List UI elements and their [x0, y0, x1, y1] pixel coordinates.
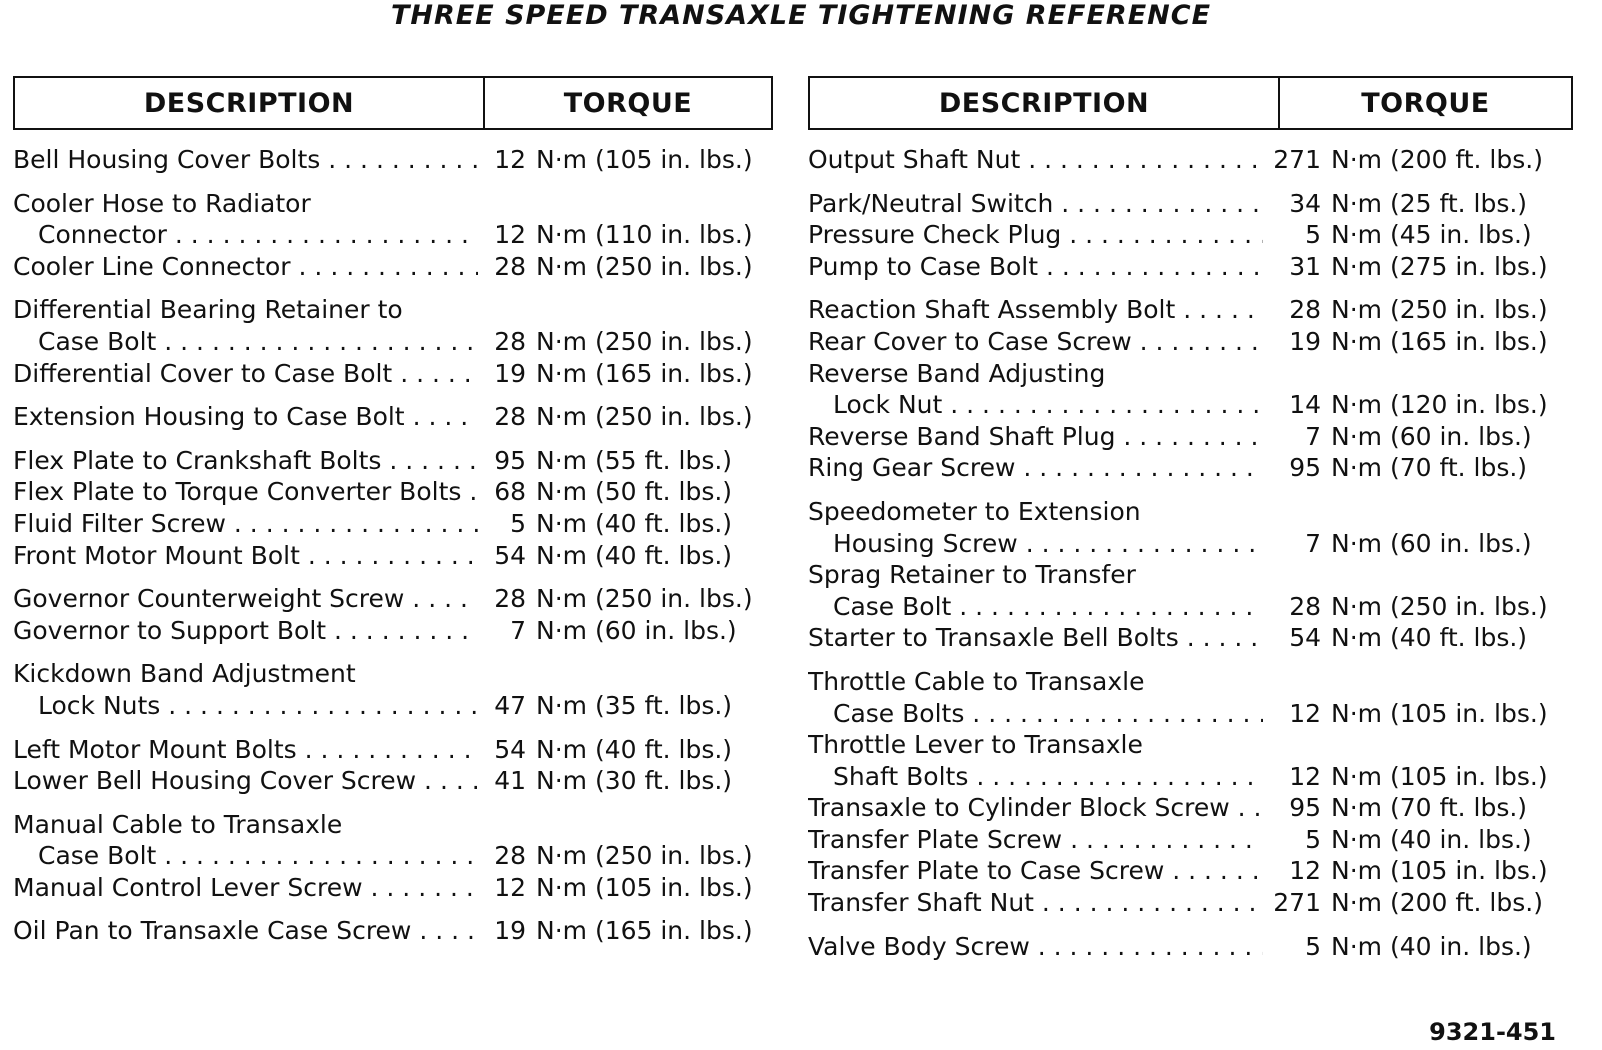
row-description: Housing Screw . . .: [808, 528, 1263, 560]
row-torque: [1263, 761, 1548, 793]
page-title: THREE SPEED TRANSAXLE TIGHTENING REFERENCE: [390, 0, 1212, 31]
left-table-body: [13, 144, 773, 947]
row-group: [13, 144, 773, 176]
row-torque: [478, 508, 732, 540]
table-row: [13, 915, 773, 947]
table-header: [808, 76, 1573, 130]
torque-value: 14: [1289, 390, 1321, 420]
torque-unit: N·m (275 in. lbs.): [1331, 251, 1548, 281]
torque-value: 19: [494, 916, 526, 946]
row-description: Bell Housing Cover Bolts . . .: [13, 144, 478, 176]
torque-value: 28: [494, 251, 526, 281]
table-row: [808, 452, 1573, 484]
table-row: [808, 528, 1573, 560]
row-group: [13, 445, 773, 571]
row-torque: [1263, 452, 1527, 484]
torque-value: [478, 188, 536, 220]
table-header: [13, 76, 773, 130]
row-torque: [478, 840, 753, 872]
torque-unit: N·m (70 ft. lbs.): [1331, 793, 1528, 823]
torque-unit: N·m (250 in. lbs.): [1331, 295, 1548, 325]
row-group: [13, 809, 773, 904]
torque-unit: N·m (60 in. lbs.): [536, 615, 737, 645]
row-description: Extension Housing to Case Bolt . . .: [13, 401, 478, 433]
torque-value: 19: [1289, 326, 1321, 356]
table-row: [13, 840, 773, 872]
torque-unit: N·m (70 ft. lbs.): [1331, 453, 1528, 483]
row-group: [13, 401, 773, 433]
row-torque: [478, 583, 753, 615]
torque-value: 31: [1289, 251, 1321, 281]
table-row: [13, 251, 773, 283]
row-torque: [1263, 559, 1331, 591]
row-description: Pump to Case Bolt . . .: [808, 251, 1263, 283]
torque-unit: N·m (250 in. lbs.): [536, 402, 753, 432]
row-description: Reverse Band Adjusting: [808, 358, 1106, 388]
torque-value: 12: [494, 872, 526, 902]
torque-value: 47: [494, 690, 526, 720]
table-row: [808, 792, 1573, 824]
torque-unit: N·m (40 in. lbs.): [1331, 824, 1532, 854]
row-description: Starter to Transaxle Bell Bolts . . .: [808, 622, 1263, 654]
row-description: Output Shaft Nut . . .: [808, 144, 1263, 176]
torque-value: 5: [1305, 931, 1321, 961]
row-group: [13, 188, 773, 283]
row-group: [808, 666, 1573, 919]
row-description: Case Bolt . . .: [808, 591, 1263, 623]
table-row: [808, 144, 1573, 176]
row-description: Throttle Lever to Transaxle: [808, 730, 1143, 760]
torque-value: 19: [494, 358, 526, 388]
description-header: DESCRIPTION: [810, 78, 1280, 128]
row-torque: [1263, 698, 1548, 730]
table-row: [808, 622, 1573, 654]
row-description: Manual Cable to Transaxle: [13, 809, 343, 839]
table-row: [808, 188, 1573, 220]
table-row: [808, 421, 1573, 453]
torque-value: [478, 658, 536, 690]
row-torque: [478, 690, 732, 722]
row-description: Case Bolt . . .: [13, 326, 478, 358]
table-row: [13, 144, 773, 176]
row-description: Governor to Support Bolt . . .: [13, 615, 478, 647]
torque-value: 5: [1305, 824, 1321, 854]
row-group: [808, 144, 1573, 176]
table-row: [808, 761, 1573, 793]
row-description: Shaft Bolts . . .: [808, 761, 1263, 793]
torque-value: [1263, 666, 1331, 698]
left-torque-table: [13, 76, 773, 947]
table-row: [13, 765, 773, 797]
torque-unit: N·m (40 ft. lbs.): [536, 508, 733, 538]
torque-unit: N·m (165 in. lbs.): [536, 916, 753, 946]
table-row: [13, 508, 773, 540]
row-description: Reaction Shaft Assembly Bolt . . .: [808, 294, 1263, 326]
torque-unit: N·m (105 in. lbs.): [1331, 698, 1548, 728]
table-row: [13, 294, 773, 326]
torque-value: 12: [1289, 856, 1321, 886]
right-torque-table: [808, 76, 1573, 962]
torque-unit: N·m (55 ft. lbs.): [536, 445, 733, 475]
row-torque: [478, 872, 753, 904]
torque-unit: N·m (40 ft. lbs.): [536, 734, 733, 764]
row-torque: [478, 219, 753, 251]
row-torque: [1263, 144, 1543, 176]
table-row: [13, 658, 773, 690]
torque-header: TORQUE: [563, 87, 693, 119]
table-row: [808, 855, 1573, 887]
row-torque: [1263, 219, 1532, 251]
table-row: [808, 666, 1573, 698]
torque-value: 68: [494, 477, 526, 507]
torque-value: 41: [494, 766, 526, 796]
table-row: [13, 583, 773, 615]
table-row: [13, 872, 773, 904]
row-torque: [478, 734, 732, 766]
table-row: [13, 615, 773, 647]
torque-value: [478, 294, 536, 326]
torque-unit: N·m (30 ft. lbs.): [536, 766, 733, 796]
table-row: [808, 698, 1573, 730]
row-description: Fluid Filter Screw . . .: [13, 508, 478, 540]
torque-unit: N·m (250 in. lbs.): [536, 251, 753, 281]
torque-unit: N·m (105 in. lbs.): [1331, 761, 1548, 791]
torque-unit: N·m (105 in. lbs.): [1331, 856, 1548, 886]
row-description: Cooler Hose to Radiator: [13, 188, 311, 218]
table-row: [13, 358, 773, 390]
row-torque: [478, 358, 753, 390]
row-description: Throttle Cable to Transaxle: [808, 666, 1145, 696]
row-description: Transfer Shaft Nut . . .: [808, 887, 1263, 919]
row-torque: [1263, 358, 1331, 390]
row-description: Transfer Plate to Case Screw . . .: [808, 855, 1263, 887]
row-group: [13, 658, 773, 721]
torque-value: 54: [494, 540, 526, 570]
row-torque: [478, 326, 753, 358]
row-description: Flex Plate to Crankshaft Bolts . . .: [13, 445, 478, 477]
row-description: Left Motor Mount Bolts . . .: [13, 734, 478, 766]
table-row: [808, 326, 1573, 358]
torque-value: 12: [1289, 761, 1321, 791]
torque-value: [1263, 496, 1331, 528]
row-torque: [478, 809, 536, 841]
torque-unit: N·m (120 in. lbs.): [1331, 390, 1548, 420]
row-torque: [1263, 855, 1548, 887]
row-torque: [1263, 666, 1331, 698]
table-row: [808, 358, 1573, 390]
torque-unit: N·m (250 in. lbs.): [1331, 591, 1548, 621]
row-description: Lock Nut . . .: [808, 389, 1263, 421]
figure-code: 9321-451: [1429, 1018, 1556, 1046]
right-table-body: [808, 144, 1573, 962]
table-row: [13, 188, 773, 220]
torque-value: 28: [494, 584, 526, 614]
row-group: [808, 294, 1573, 484]
row-description: Pressure Check Plug . . .: [808, 219, 1263, 251]
torque-value: 7: [1305, 421, 1321, 451]
row-description: Front Motor Mount Bolt . . .: [13, 540, 478, 572]
row-torque: [478, 476, 732, 508]
torque-unit: N·m (250 in. lbs.): [536, 326, 753, 356]
row-group: [808, 496, 1573, 654]
torque-value: 28: [494, 841, 526, 871]
torque-value: [478, 809, 536, 841]
torque-unit: N·m (60 in. lbs.): [1331, 528, 1532, 558]
row-description: Case Bolts . . .: [808, 698, 1263, 730]
torque-value: 34: [1289, 188, 1321, 218]
torque-unit: N·m (250 in. lbs.): [536, 584, 753, 614]
torque-value: 12: [494, 145, 526, 174]
row-group: [13, 734, 773, 797]
row-group: [13, 294, 773, 389]
torque-unit: N·m (35 ft. lbs.): [536, 690, 733, 720]
table-row: [13, 219, 773, 251]
row-torque: [1263, 528, 1532, 560]
row-description: Rear Cover to Case Screw . . .: [808, 326, 1263, 358]
torque-value: 54: [1289, 623, 1321, 653]
table-row: [13, 445, 773, 477]
table-row: [808, 591, 1573, 623]
table-row: [13, 401, 773, 433]
row-description: Transaxle to Cylinder Block Screw . . .: [808, 792, 1263, 824]
row-torque: [478, 401, 753, 433]
torque-unit: N·m (165 in. lbs.): [1331, 326, 1548, 356]
torque-value: 5: [510, 508, 526, 538]
row-group: [13, 915, 773, 947]
row-torque: [1263, 421, 1532, 453]
row-torque: [478, 294, 536, 326]
row-group: [13, 583, 773, 646]
table-row: [808, 389, 1573, 421]
table-row: [13, 809, 773, 841]
row-torque: [1263, 729, 1331, 761]
table-row: [808, 559, 1573, 591]
torque-unit: N·m (165 in. lbs.): [536, 358, 753, 388]
description-header: DESCRIPTION: [15, 78, 485, 128]
row-torque: [478, 445, 732, 477]
row-description: Valve Body Screw . . .: [808, 931, 1263, 963]
table-row: [13, 540, 773, 572]
row-group: [808, 188, 1573, 283]
table-row: [808, 251, 1573, 283]
torque-value: 28: [494, 326, 526, 356]
torque-value: 7: [1305, 528, 1321, 558]
torque-unit: N·m (105 in. lbs.): [536, 145, 753, 174]
torque-header: TORQUE: [1361, 87, 1490, 119]
torque-unit: N·m (250 in. lbs.): [536, 841, 753, 871]
row-description: Lock Nuts . . .: [13, 690, 478, 722]
torque-unit: N·m (40 ft. lbs.): [1331, 623, 1528, 653]
torque-unit: N·m (110 in. lbs.): [536, 220, 753, 250]
torque-value: 12: [494, 220, 526, 250]
row-description: Kickdown Band Adjustment: [13, 659, 356, 689]
torque-value: 5: [1305, 220, 1321, 250]
table-row: [13, 326, 773, 358]
torque-value: 7: [510, 615, 526, 645]
row-description: Differential Bearing Retainer to: [13, 295, 403, 325]
table-row: [808, 931, 1573, 963]
torque-value: [1263, 559, 1331, 591]
row-torque: [478, 188, 536, 220]
table-row: [13, 734, 773, 766]
table-row: [13, 690, 773, 722]
torque-value: 271: [1273, 145, 1321, 174]
row-torque: [1263, 931, 1532, 963]
row-description: Case Bolt . . .: [13, 840, 478, 872]
row-torque: [1263, 389, 1548, 421]
row-torque: [1263, 251, 1548, 283]
torque-value: 28: [494, 402, 526, 432]
row-torque: [1263, 591, 1548, 623]
torque-value: 95: [494, 445, 526, 475]
row-torque: [478, 658, 536, 690]
torque-value: 95: [1289, 793, 1321, 823]
row-description: Oil Pan to Transaxle Case Screw . . .: [13, 915, 478, 947]
table-row: [808, 824, 1573, 856]
torque-value: 12: [1289, 698, 1321, 728]
row-torque: [1263, 294, 1548, 326]
row-description: Transfer Plate Screw . . .: [808, 824, 1263, 856]
torque-value: [1263, 358, 1331, 390]
row-torque: [478, 540, 732, 572]
row-description: Lower Bell Housing Cover Screw . . .: [13, 765, 478, 797]
row-description: Flex Plate to Torque Converter Bolts . . .: [13, 476, 478, 508]
torque-unit: N·m (40 ft. lbs.): [536, 540, 733, 570]
row-torque: [478, 251, 753, 283]
torque-value: 28: [1289, 591, 1321, 621]
row-description: Cooler Line Connector . . .: [13, 251, 478, 283]
row-torque: [478, 765, 732, 797]
row-description: Park/Neutral Switch . . .: [808, 188, 1263, 220]
torque-unit: N·m (105 in. lbs.): [536, 872, 753, 902]
table-row: [808, 219, 1573, 251]
torque-value: [1263, 729, 1331, 761]
torque-unit: N·m (25 ft. lbs.): [1331, 188, 1528, 218]
row-description: Connector . . .: [13, 219, 478, 251]
table-row: [808, 887, 1573, 919]
row-torque: [1263, 326, 1548, 358]
torque-unit: N·m (200 ft. lbs.): [1331, 888, 1543, 918]
row-torque: [478, 144, 753, 176]
row-torque: [1263, 792, 1527, 824]
row-description: Differential Cover to Case Bolt . . .: [13, 358, 478, 390]
row-description: Ring Gear Screw . . .: [808, 452, 1263, 484]
torque-unit: N·m (40 in. lbs.): [1331, 931, 1532, 961]
row-description: Speedometer to Extension: [808, 496, 1141, 526]
row-torque: [1263, 824, 1532, 856]
table-row: [13, 476, 773, 508]
row-group: [808, 931, 1573, 963]
row-torque: [1263, 887, 1543, 919]
row-description: Reverse Band Shaft Plug . . .: [808, 421, 1263, 453]
table-row: [808, 294, 1573, 326]
torque-value: 271: [1273, 888, 1321, 918]
row-torque: [1263, 622, 1527, 654]
row-description: Manual Control Lever Screw . . .: [13, 872, 478, 904]
torque-unit: N·m (60 in. lbs.): [1331, 421, 1532, 451]
table-row: [808, 729, 1573, 761]
row-torque: [478, 615, 737, 647]
row-description: Sprag Retainer to Transfer: [808, 560, 1136, 590]
row-torque: [478, 915, 753, 947]
torque-unit: N·m (45 in. lbs.): [1331, 220, 1532, 250]
torque-value: 54: [494, 734, 526, 764]
row-description: Governor Counterweight Screw . . .: [13, 583, 478, 615]
row-torque: [1263, 496, 1331, 528]
torque-unit: N·m (50 ft. lbs.): [536, 477, 733, 507]
table-row: [808, 496, 1573, 528]
row-torque: [1263, 188, 1527, 220]
torque-value: 95: [1289, 453, 1321, 483]
torque-unit: N·m (200 ft. lbs.): [1331, 145, 1543, 174]
torque-value: 28: [1289, 295, 1321, 325]
